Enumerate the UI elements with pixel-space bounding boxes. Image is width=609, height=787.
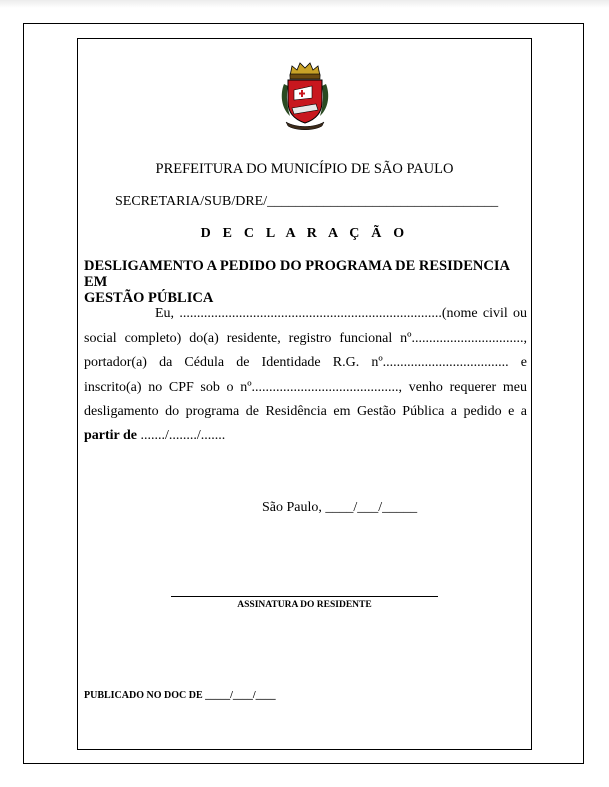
body-line-2: social completo) do(a) residente, registro funcional nº................................, [84, 331, 527, 346]
body-line-6 [84, 428, 527, 444]
body-line-1: Eu, ...........................................................................(nome civil ou [155, 306, 527, 321]
body-line-5: desligamento do programa de Residência em Gestão Pública a pedido e a [84, 404, 527, 419]
signature-label: ASSINATURA DO RESIDENTE [237, 600, 372, 610]
body-line-3: portador(a) da Cédula de Identidade R.G. nº.................................... e [84, 355, 527, 370]
start-date-blank: ......./......../....... [137, 428, 226, 443]
coat-of-arms-icon [278, 60, 332, 132]
document-title: D E C L A R A Ç Ã O [200, 226, 409, 241]
start-date-label: partir de [84, 428, 138, 443]
secretaria-field: SECRETARIA/SUB/DRE/_________________________________ [115, 194, 499, 209]
subject-line-1: DESLIGAMENTO A PEDIDO DO PROGRAMA DE RESIDENCIA EM [84, 258, 510, 290]
document-subject [84, 258, 530, 306]
publication-field: PUBLICADO NO DOC DE _____/____/____ [84, 690, 276, 701]
subject-line-2: GESTÃO PÚBLICA [84, 290, 214, 306]
institution-name: PREFEITURA DO MUNICÍPIO DE SÃO PAULO [155, 161, 454, 177]
place-and-date: São Paulo, ____/___/_____ [262, 500, 418, 515]
body-line-4: inscrito(a) no CPF sob o nº.........................................., venho requerer meu [84, 380, 527, 395]
